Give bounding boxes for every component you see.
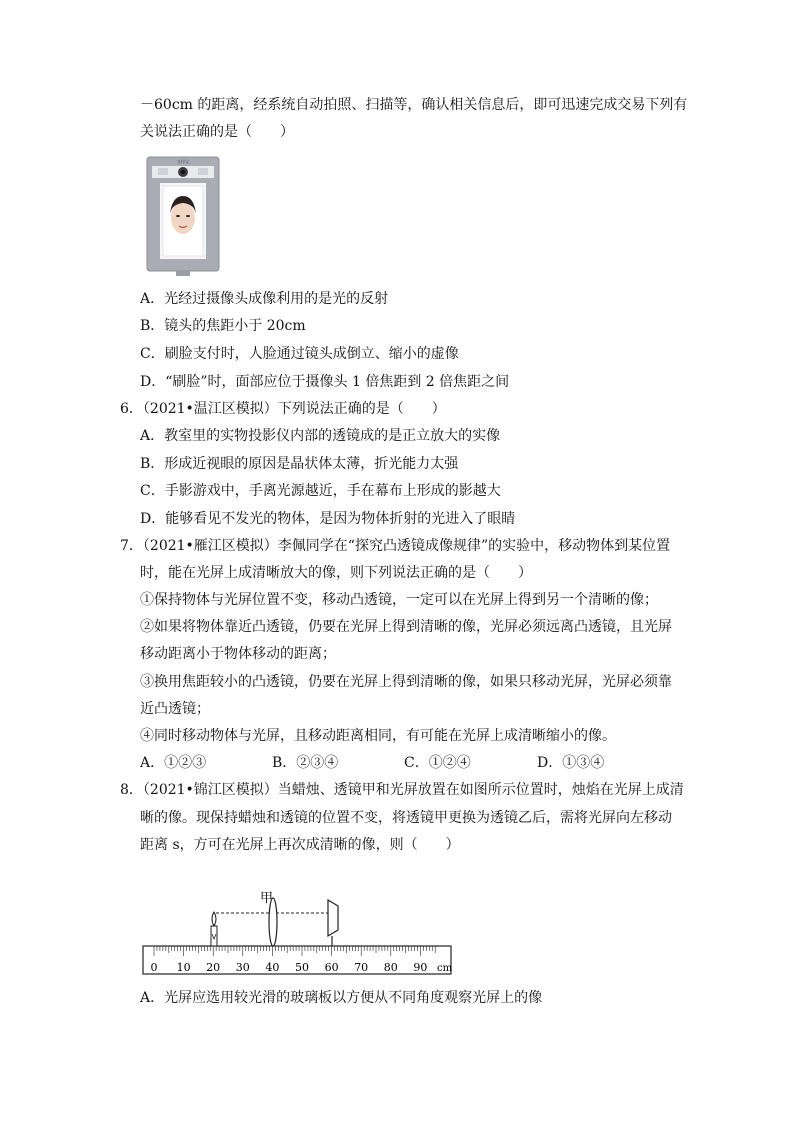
q7-choice-d: D．①③④ — [537, 755, 605, 771]
q8-stem-line1: 8．（2021•锦江区模拟）当蜡烛、透镜甲和光屏放置在如图所示位置时，烛焰在光屏上成清 — [120, 782, 684, 798]
q8-stem-line3: 距离 s，方可在光屏上再次成清晰的像，则（ ） — [140, 837, 460, 853]
ruler-tick-label: 80 — [383, 961, 398, 974]
q6-option-a: A．教室里的实物投影仪内部的透镜成的是正立放大的实像 — [140, 428, 501, 444]
q6-stem: 6．（2021•温江区模拟）下列说法正确的是（ ） — [120, 401, 446, 417]
face-pay-device-figure — [146, 156, 220, 276]
q6-option-c: C．手影游戏中，手离光源越近，手在幕布上形成的影越大 — [140, 483, 501, 499]
q7-statement-1: ①保持物体与光屏位置不变，移动凸透镜，一定可以在光屏上得到另一个清晰的像； — [140, 592, 658, 608]
q7-stem-line2: 时，能在光屏上成清晰放大的像，则下列说法正确的是（ ） — [140, 565, 532, 581]
q7-statement-2a: ②如果将物体靠近凸透镜，仍要在光屏上得到清晰的像，光屏必须远离凸透镜，且光屏 — [140, 619, 672, 635]
q5-stem-line1: －60cm 的距离，经系统自动拍照、扫描等，确认相关信息后，即可迅速完成交易下列有 — [140, 97, 688, 113]
ruler-tick-label: 0 — [150, 961, 158, 974]
q7-stem-line1: 7．（2021•雁江区模拟）李佩同学在“探究凸透镜成像规律”的实验中，移动物体到某位置 — [120, 538, 671, 554]
q5-stem-line2: 关说法正确的是（ ） — [140, 124, 294, 140]
device-logo: 支付宝 — [177, 159, 189, 164]
q6-option-d: D．能够看见不发光的物体，是因为物体折射的光进入了眼睛 — [140, 511, 516, 527]
ruler-tick-label: 60 — [324, 961, 339, 974]
q7-statement-2b: 移动距离小于物体移动的距离； — [140, 646, 336, 662]
lens-label: 甲 — [260, 891, 274, 906]
ruler-tick-label: 50 — [295, 961, 309, 974]
screen-icon — [328, 900, 338, 946]
q6-option-b: B．形成近视眼的原因是晶状体太薄，折光能力太强 — [140, 456, 459, 472]
ruler-unit: cm — [437, 963, 453, 974]
q7-choice-b: B．②③④ — [272, 755, 339, 771]
q5-option-b: B．镜头的焦距小于 20cm — [140, 318, 306, 334]
ruler-tick-label: 70 — [354, 961, 369, 974]
optical-bench-figure — [140, 886, 460, 978]
q5-option-d: D．“刷脸”时，面部应位于摄像头 1 倍焦距到 2 倍焦距之间 — [140, 374, 510, 390]
ruler-tick-label: 20 — [206, 961, 221, 974]
q7-choice-c: C．①②④ — [404, 755, 471, 771]
q5-option-a: A．光经过摄像头成像利用的是光的反射 — [140, 291, 389, 307]
q8-option-a: A．光屏应选用较光滑的玻璃板以方便从不同角度观察光屏上的像 — [140, 990, 543, 1006]
q7-statement-3b: 近凸透镜； — [140, 701, 210, 717]
ruler-tick-label: 90 — [413, 961, 428, 974]
q7-choice-a: A．①②③ — [140, 755, 207, 771]
q7-statement-4: ④同时移动物体与光屏，且移动距离相同，有可能在光屏上成清晰缩小的像。 — [140, 728, 616, 744]
q7-statement-3a: ③换用焦距较小的凸透镜，仍要在光屏上得到清晰的像，如果只移动光屏，光屏必须靠 — [140, 674, 672, 690]
ruler-tick-label: 10 — [176, 961, 191, 974]
ruler-tick-label: 30 — [235, 961, 250, 974]
candle-icon — [211, 912, 217, 946]
ruler-tick-label: 40 — [265, 961, 280, 974]
q8-stem-line2: 晰的像。现保持蜡烛和透镜的位置不变，将透镜甲更换为透镜乙后，需将光屏向左移动 — [140, 810, 672, 826]
q5-option-c: C．刷脸支付时，人脸通过镜头成倒立、缩小的虚像 — [140, 346, 459, 362]
